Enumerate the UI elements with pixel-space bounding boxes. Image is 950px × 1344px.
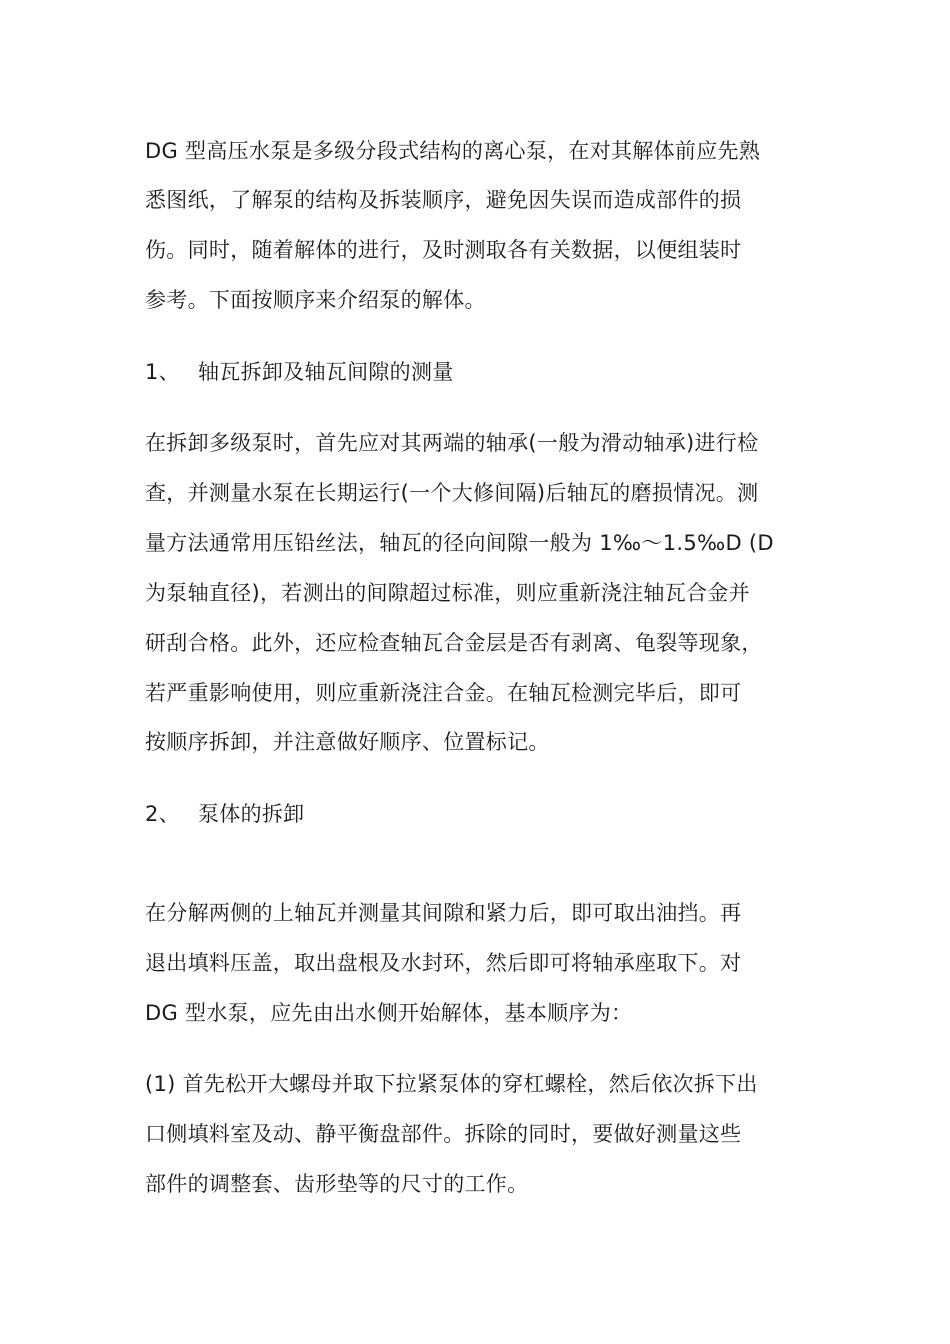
section-2-line: 在分解两侧的上轴瓦并测量其间隙和紧力后，即可取出油挡。再: [145, 901, 742, 925]
section-2-title: 泵体的拆卸: [197, 802, 305, 826]
intro-line: 伤。同时，随着解体的进行，及时测取各有关数据，以便组装时: [145, 238, 742, 262]
step-1-line: 部件的调整套、齿形垫等的尺寸的工作。: [145, 1172, 529, 1196]
section-1-line: 查，并测量水泵在长期运行(一个大修间隔)后轴瓦的磨损情况。测: [145, 481, 759, 505]
section-1-line: 在拆卸多级泵时，首先应对其两端的轴承(一般为滑动轴承)进行检: [145, 431, 759, 455]
section-1-line: 若严重影响使用，则应重新浇注合金。在轴瓦检测完毕后，即可: [145, 681, 742, 705]
step-1-line: 口侧填料室及动、静平衡盘部件。拆除的同时，要做好测量这些: [145, 1122, 742, 1146]
section-2-line: DG 型水泵，应先由出水侧开始解体，基本顺序为：: [145, 1001, 633, 1025]
section-1-line: 量方法通常用压铅丝法，轴瓦的径向间隙一般为 1‰～1.5‰D (D: [145, 531, 774, 555]
section-2-number: 2、: [145, 802, 180, 826]
section-1-heading: [145, 357, 454, 387]
intro-line: 参考。下面按顺序来介绍泵的解体。: [145, 288, 486, 312]
section-1-line: 研刮合格。此外，还应检查轴瓦合金层是否有剥离、龟裂等现象，: [145, 631, 763, 655]
section-1-line: 为泵轴直径)，若测出的间隙超过标准，则应重新浇注轴瓦合金并: [145, 581, 750, 605]
intro-line: DG 型高压水泵是多级分段式结构的离心泵，在对其解体前应先熟: [145, 139, 761, 163]
section-1-line: 按顺序拆卸，并注意做好顺序、位置标记。: [145, 730, 550, 754]
intro-line: 悉图纸，了解泵的结构及拆装顺序，避免因失误而造成部件的损: [145, 188, 742, 212]
section-2-line: 退出填料压盖，取出盘根及水封环，然后即可将轴承座取下。对: [145, 951, 742, 975]
section-2-heading: [145, 799, 304, 829]
section-1-title: 轴瓦拆卸及轴瓦间隙的测量: [197, 360, 454, 384]
section-1-number: 1、: [145, 360, 180, 384]
step-1-line: (1) 首先松开大螺母并取下拉紧泵体的穿杠螺栓，然后依次拆下出: [145, 1072, 758, 1096]
